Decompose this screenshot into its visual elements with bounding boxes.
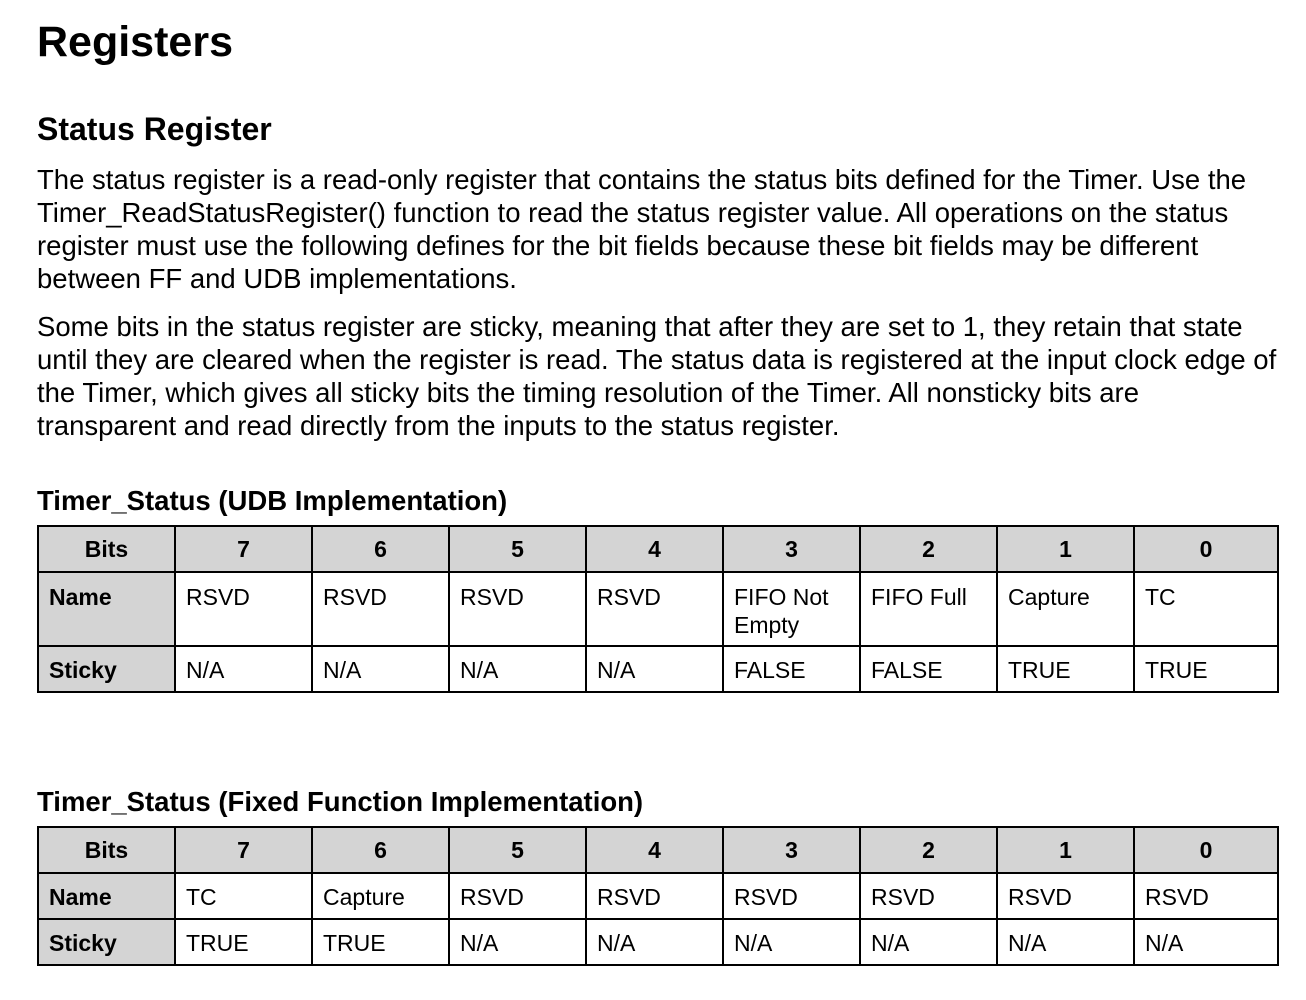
cell-text: RSVD xyxy=(1008,884,1072,910)
header-cell-bit: 2 xyxy=(860,526,997,572)
table-cell xyxy=(449,646,586,692)
table-cell xyxy=(997,572,1134,646)
cell-text: N/A xyxy=(871,930,910,956)
table-cell xyxy=(175,873,312,919)
cell-text: RSVD xyxy=(597,884,661,910)
cell-text: N/A xyxy=(1145,930,1184,956)
cell-text: TRUE xyxy=(323,930,386,956)
table-cell xyxy=(175,919,312,965)
header-cell-bit: 6 xyxy=(312,526,449,572)
cell-text: RSVD xyxy=(323,584,387,610)
cell-text: Name xyxy=(49,884,112,910)
table-cell xyxy=(723,873,860,919)
table-cell xyxy=(312,919,449,965)
cell-text: TRUE xyxy=(1008,657,1071,683)
table-cell xyxy=(175,572,312,646)
section-title: Status Register xyxy=(37,111,272,147)
table-cell xyxy=(860,572,997,646)
header-cell-bit: 0 xyxy=(1134,526,1278,572)
page-title: Registers xyxy=(37,18,233,66)
table-cell xyxy=(312,646,449,692)
cell-text: Sticky xyxy=(49,657,117,683)
header-cell-bit: 3 xyxy=(723,526,860,572)
header-cell-bit: 6 xyxy=(312,827,449,873)
cell-text: N/A xyxy=(597,657,636,683)
table-cell xyxy=(860,873,997,919)
header-cell-bit: 5 xyxy=(449,827,586,873)
header-cell-bit: 1 xyxy=(997,827,1134,873)
cell-text: RSVD xyxy=(871,884,935,910)
table-cell xyxy=(449,919,586,965)
header-cell-bit: 5 xyxy=(449,526,586,572)
table-cell xyxy=(1134,572,1278,646)
cell-text: FIFO Full xyxy=(871,584,967,610)
table-cell xyxy=(997,646,1134,692)
cell-text: FALSE xyxy=(871,657,943,683)
header-cell-bit: 7 xyxy=(175,526,312,572)
row-header-cell xyxy=(38,646,175,692)
table-cell xyxy=(1134,646,1278,692)
cell-text: N/A xyxy=(186,657,225,683)
cell-text: TRUE xyxy=(186,930,249,956)
header-cell-bit: 1 xyxy=(997,526,1134,572)
table-cell xyxy=(997,919,1134,965)
row-header-cell xyxy=(38,572,175,646)
body-paragraph: The status register is a read-only register that contains the status bits defined for the Timer. Use the Timer_ReadStatusRegister() function to read the status register value. All operations on the status register must use the following defines for the bit fields because these bit fields may be different between FF and UDB implementations. xyxy=(37,164,1247,294)
table-row xyxy=(38,646,1278,692)
table-cell xyxy=(586,873,723,919)
table-title-udb: Timer_Status (UDB Implementation) xyxy=(37,485,508,516)
table-cell xyxy=(312,572,449,646)
table-cell xyxy=(586,919,723,965)
header-cell-bits: Bits xyxy=(38,827,175,873)
cell-text: FIFO Not Empty xyxy=(734,584,829,638)
table-header-row xyxy=(38,827,1278,873)
table-cell xyxy=(723,646,860,692)
table-header-row xyxy=(38,526,1278,572)
cell-text: RSVD xyxy=(734,884,798,910)
table-cell xyxy=(175,646,312,692)
header-cell-bit: 4 xyxy=(586,526,723,572)
cell-text: Capture xyxy=(323,884,405,910)
cell-text: RSVD xyxy=(597,584,661,610)
table-title-fixed-function: Timer_Status (Fixed Function Implementation) xyxy=(37,786,644,817)
table-cell xyxy=(449,873,586,919)
table-cell xyxy=(586,572,723,646)
cell-text: N/A xyxy=(734,930,773,956)
table-cell xyxy=(723,919,860,965)
table-cell xyxy=(312,873,449,919)
header-cell-bits: Bits xyxy=(38,526,175,572)
cell-text: RSVD xyxy=(1145,884,1209,910)
table-row xyxy=(38,873,1278,919)
cell-text: RSVD xyxy=(186,584,250,610)
table-cell xyxy=(997,873,1134,919)
body-paragraph: Some bits in the status register are sticky, meaning that after they are set to 1, they retain that state until they are cleared when the register is read. The status data is registered at the input clock edge of the Timer, which gives all sticky bits the timing resolution of the Timer. All nonsticky bits are transparent and read directly from the inputs to the status register. xyxy=(37,311,1277,441)
table-row xyxy=(38,572,1278,646)
row-header-cell xyxy=(38,873,175,919)
cell-text: N/A xyxy=(323,657,362,683)
cell-text: Capture xyxy=(1008,584,1090,610)
table-cell xyxy=(586,646,723,692)
cell-text: TRUE xyxy=(1145,657,1208,683)
status-register-table-fixed-function xyxy=(37,826,1279,966)
header-cell-bit: 4 xyxy=(586,827,723,873)
cell-text: N/A xyxy=(460,657,499,683)
header-cell-bit: 2 xyxy=(860,827,997,873)
table-row xyxy=(38,919,1278,965)
table-cell xyxy=(860,919,997,965)
cell-text: N/A xyxy=(460,930,499,956)
cell-text: TC xyxy=(186,884,217,910)
table-cell xyxy=(723,572,860,646)
header-cell-bit: 0 xyxy=(1134,827,1278,873)
table-cell xyxy=(449,572,586,646)
cell-text: RSVD xyxy=(460,584,524,610)
status-register-table-udb xyxy=(37,525,1279,693)
cell-text: Name xyxy=(49,584,112,610)
header-cell-bit: 7 xyxy=(175,827,312,873)
row-header-cell xyxy=(38,919,175,965)
table-cell xyxy=(1134,919,1278,965)
header-cell-bit: 3 xyxy=(723,827,860,873)
cell-text: TC xyxy=(1145,584,1176,610)
cell-text: N/A xyxy=(597,930,636,956)
cell-text: RSVD xyxy=(460,884,524,910)
table-cell xyxy=(1134,873,1278,919)
cell-text: FALSE xyxy=(734,657,806,683)
table-cell xyxy=(860,646,997,692)
cell-text: N/A xyxy=(1008,930,1047,956)
cell-text: Sticky xyxy=(49,930,117,956)
